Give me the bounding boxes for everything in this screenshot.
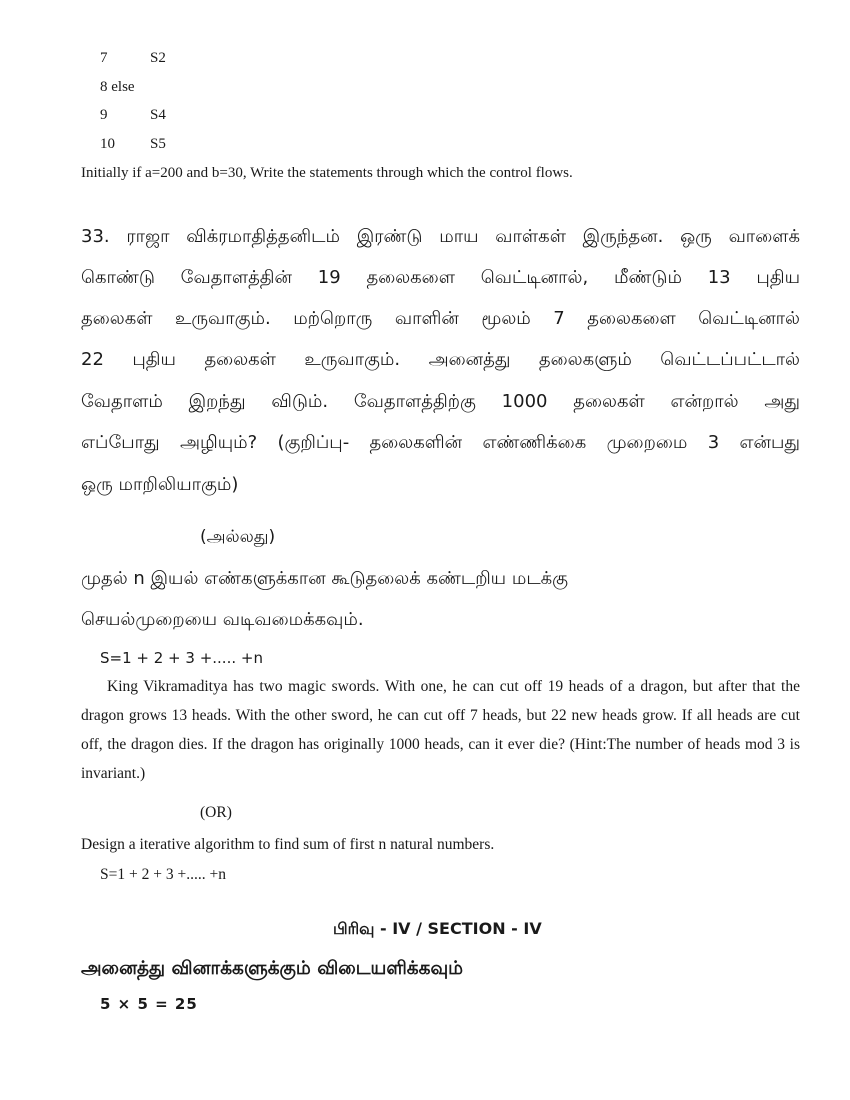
alt-question-english: Design a iterative algorithm to find sum of first n natural numbers. [81,836,495,853]
alt-question-tamil-line: செயல்முறையை வடிவமைக்கவும். [81,609,364,630]
or-english: (OR) [200,804,232,821]
code-line [100,50,108,67]
code-statement: S2 [150,50,166,66]
question-33-tamil-line: 33. ராஜா விக்ரமாதித்தனிடம் இரண்டு மாய வாள்கள் இருந்தன. ஒரு வாளைக் [81,226,800,247]
code-statement: S4 [150,107,166,123]
code-line-number: 10 [100,136,115,152]
question-33-tamil-line: கொண்டு வேதாளத்தின் 19 தலைகளை வெட்டினால், மீண்டும் 13 புதிய [81,267,800,288]
question-33-tamil-line: ஒரு மாறிலியாகும்) [81,474,239,495]
code-line-number: 7 [100,50,108,66]
question-33-tamil-line: எப்போது அழியும்? (குறிப்பு- தலைகளின் எண்ணிக்கை முறைமை 3 என்பது [81,432,800,453]
code-line [100,107,108,124]
or-tamil: (அல்லது) [200,527,276,547]
code-line [100,79,135,96]
section-marks: 5 × 5 = 25 [100,995,198,1013]
sum-formula: S=1 + 2 + 3 +..... +n [100,649,263,667]
question-33-tamil-line: 22 புதிய தலைகள் உருவாகும். அனைத்து தலைகளும் வெட்டப்பட்டால் [81,349,800,370]
code-line-number: 9 [100,107,108,123]
question-33-english: King Vikramaditya has two magic swords. With one, he can cut off 19 heads of a dragon, but after that the dragon grows 13 heads. With the other sword, he can cut off 7 heads, but 22 new heads grow. If all heads are cut off, the dragon dies. If the dragon has originally 1000 heads, can it ever die? (Hint:The number of heads mod 3 is invariant.) [81,678,800,782]
code-line [100,136,115,153]
code-line-number: 8 else [100,79,135,95]
question-33-tamil-line: தலைகள் உருவாகும். மற்றொரு வாளின் மூலம் 7 தலைகளை வெட்டினால் [81,308,800,329]
question-33-tamil-line: வேதாளம் இறந்து விடும். வேதாளத்திற்கு 1000 தலைகள் என்றால் அது [81,391,800,412]
section-heading: பிரிவு - IV / SECTION - IV [333,919,542,938]
section-instruction: அனைத்து வினாக்களுக்கும் விடையளிக்கவும் [81,958,464,979]
alt-question-tamil-line: முதல் n இயல் எண்களுக்கான கூடுதலைக் கண்டறிய மடக்கு [81,568,569,589]
code-statement: S5 [150,136,166,152]
question-32-text: Initially if a=200 and b=30, Write the statements through which the control flows. [81,165,573,181]
sum-formula-english: S=1 + 2 + 3 +..... +n [100,866,226,883]
